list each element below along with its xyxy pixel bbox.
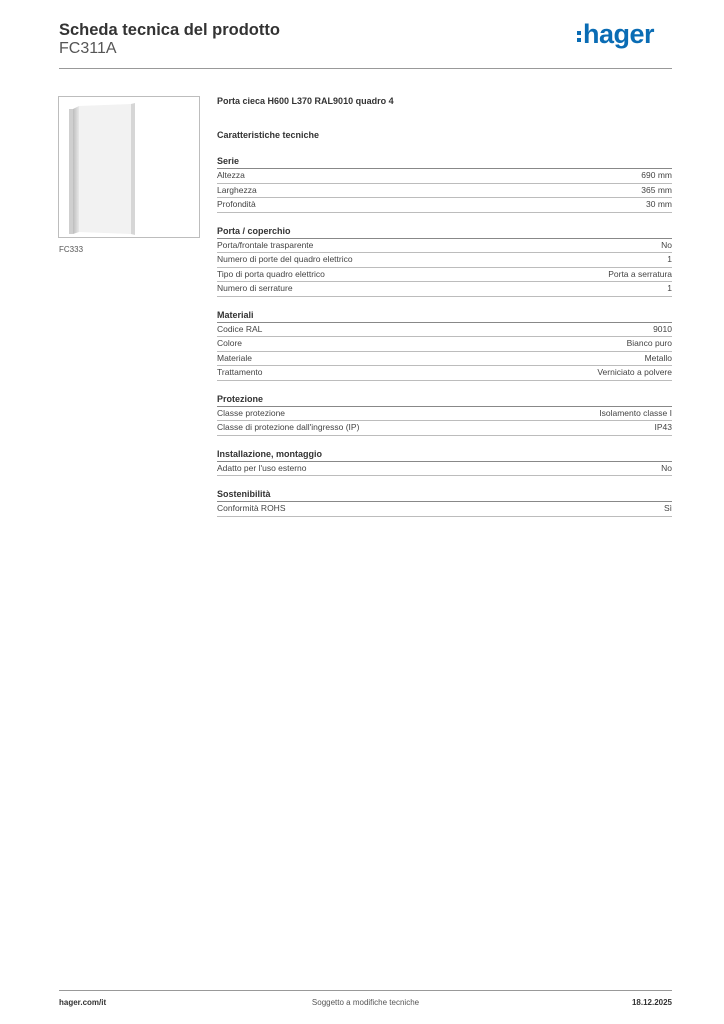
spec-value: 690 mm xyxy=(641,170,672,180)
spec-section xyxy=(217,394,672,436)
spec-label: Adatto per l'uso esterno xyxy=(217,462,307,473)
spec-value: Metallo xyxy=(644,352,672,363)
spec-row xyxy=(217,239,672,254)
spec-sections xyxy=(217,156,672,517)
spec-row xyxy=(217,421,672,436)
spec-value: Sì xyxy=(663,503,672,513)
spec-value: No xyxy=(661,239,672,250)
spec-value: IP43 xyxy=(654,422,672,432)
spec-section xyxy=(217,489,672,517)
spec-label: Numero di serrature xyxy=(217,283,293,293)
section-title: Porta / coperchio xyxy=(217,226,672,239)
logo-dots-icon xyxy=(577,31,581,42)
spec-label: Porta/frontale trasparente xyxy=(217,239,314,250)
spec-row xyxy=(217,282,672,297)
spec-row xyxy=(217,323,672,338)
spec-label: Colore xyxy=(217,338,243,348)
spec-section xyxy=(217,156,672,213)
spec-row xyxy=(217,198,672,213)
door-panel-icon xyxy=(59,97,199,237)
spec-section xyxy=(217,226,672,297)
footer-date: 18.12.2025 xyxy=(631,998,672,1007)
spec-value: 1 xyxy=(667,254,672,264)
spec-value: 9010 xyxy=(653,323,672,334)
spec-row xyxy=(217,268,672,283)
section-title: Sostenibilità xyxy=(217,489,672,502)
spec-row xyxy=(217,366,672,381)
spec-row xyxy=(217,352,672,367)
footer-note: Soggetto a modifiche tecniche xyxy=(311,998,420,1007)
spec-value: Bianco puro xyxy=(626,338,672,348)
spec-label: Materiale xyxy=(217,352,252,363)
spec-value: Verniciato a polvere xyxy=(597,367,672,377)
footer-website: hager.com/it xyxy=(59,998,107,1007)
tech-heading: Caratteristiche tecniche xyxy=(217,130,320,140)
spec-label: Classe protezione xyxy=(217,407,286,418)
section-title: Serie xyxy=(217,156,672,169)
section-title: Materiali xyxy=(217,310,672,323)
spec-value: Isolamento classe I xyxy=(599,407,672,418)
spec-label: Profondità xyxy=(217,199,256,209)
spec-row xyxy=(217,169,672,184)
section-title: Installazione, montaggio xyxy=(217,449,672,462)
section-title: Protezione xyxy=(217,394,672,407)
spec-row xyxy=(217,253,672,268)
spec-label: Classe di protezione dall'ingresso (IP) xyxy=(217,422,360,432)
spec-row xyxy=(217,407,672,422)
spec-label: Conformità ROHS xyxy=(217,503,286,513)
hager-logo xyxy=(577,20,654,48)
spec-label: Numero di porte del quadro elettrico xyxy=(217,254,353,264)
spec-value: 30 mm xyxy=(646,199,672,209)
spec-label: Trattamento xyxy=(217,367,263,377)
spec-label: Altezza xyxy=(217,170,245,180)
spec-label: Tipo di porta quadro elettrico xyxy=(217,268,325,279)
logo-text: hager xyxy=(582,19,654,49)
spec-label: Larghezza xyxy=(217,184,257,195)
spec-value: 1 xyxy=(667,283,672,293)
document-header xyxy=(59,20,672,58)
spec-content xyxy=(217,96,672,517)
document-title: Scheda tecnica del prodotto xyxy=(59,21,280,39)
spec-value: No xyxy=(661,462,672,473)
spec-row xyxy=(217,337,672,352)
spec-row xyxy=(217,184,672,199)
product-image xyxy=(58,96,200,238)
product-code: FC311A xyxy=(59,40,117,57)
spec-value: Porta a serratura xyxy=(608,268,672,279)
spec-row xyxy=(217,462,672,477)
product-name: Porta cieca H600 L370 RAL9010 quadro 4 xyxy=(217,96,394,106)
spec-value: 365 mm xyxy=(641,184,672,195)
spec-section xyxy=(217,310,672,381)
image-caption: FC333 xyxy=(59,245,84,254)
spec-section xyxy=(217,449,672,477)
spec-row xyxy=(217,502,672,517)
header-divider xyxy=(59,68,672,69)
footer-divider xyxy=(59,990,672,991)
spec-label: Codice RAL xyxy=(217,323,263,334)
